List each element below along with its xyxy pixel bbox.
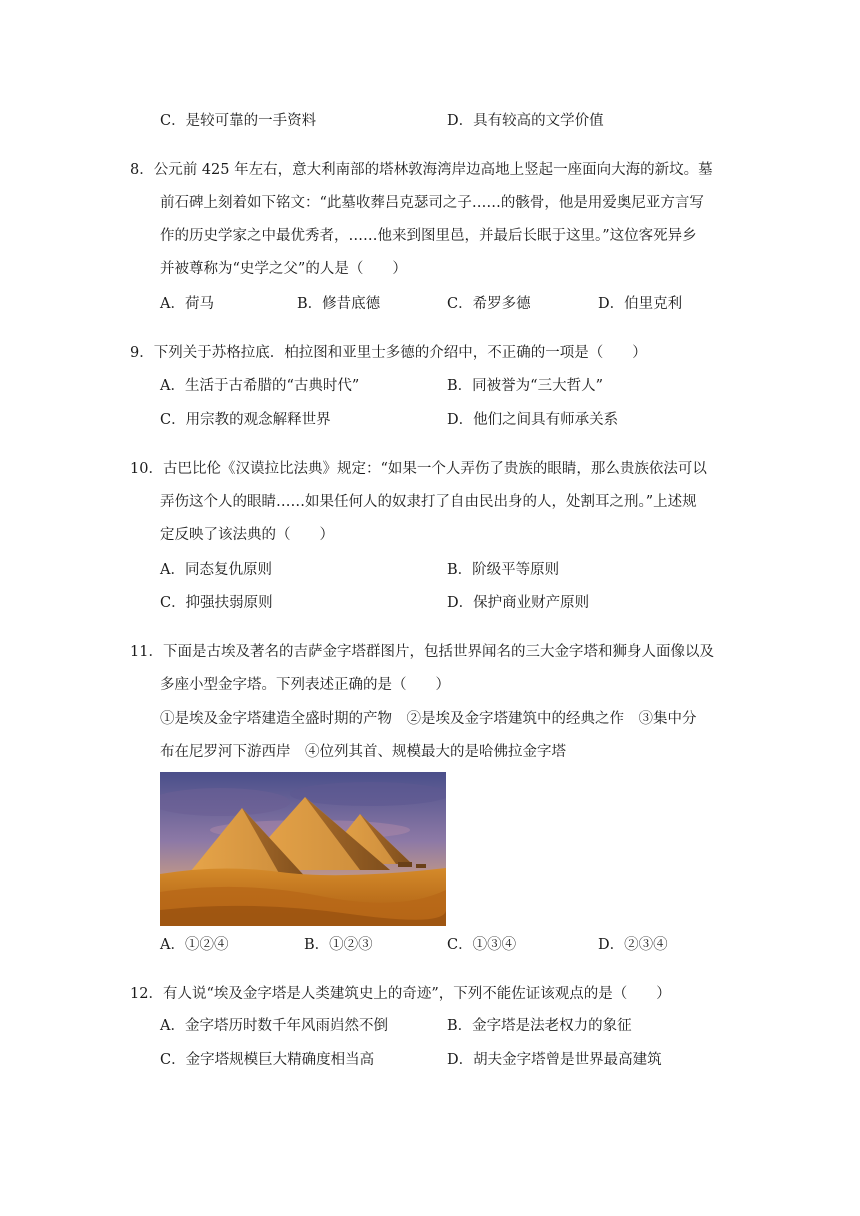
q8-stem-line-1: 8．公元前 425 年左右，意大利南部的塔林敦海湾岸边高地上竖起一座面向大海的新坟。墓 (130, 162, 713, 178)
q11-stem-line-3: ①是埃及金字塔建造全盛时期的产物 ②是埃及金字塔建筑中的经典之作 ③集中分 (160, 711, 697, 727)
q10-option-d: D．保护商业财产原则 (447, 595, 590, 611)
q11-option-b: B．①②③ (304, 937, 373, 953)
q12-stem: 12．有人说“埃及金字塔是人类建筑史上的奇迹”，下列不能佐证该观点的是（ ） (130, 986, 671, 1002)
q9-stem: 9．下列关于苏格拉底．柏拉图和亚里士多德的介绍中，不正确的一项是（ ） (130, 345, 647, 361)
q8-option-b: B．修昔底德 (297, 296, 381, 312)
q12-option-c: C．金字塔规模巨大精确度相当高 (160, 1052, 375, 1068)
q11-stem-line-2: 多座小型金字塔。下列表述正确的是（ ） (160, 677, 450, 693)
q10-stem-line-3: 定反映了该法典的（ ） (160, 527, 334, 543)
q11-option-d: D．②③④ (598, 937, 668, 953)
q11-option-c: C．①③④ (447, 937, 517, 953)
q9-option-d: D．他们之间具有师承关系 (447, 412, 619, 428)
q10-stem-line-2: 弄伤这个人的眼睛……如果任何人的奴隶打了自由民出身的人，处割耳之刑。”上述规 (160, 494, 697, 510)
q7-option-c: C．是较可靠的一手资料 (160, 113, 317, 129)
q8-stem-line-4: 并被尊称为“史学之父”的人是（ ） (160, 261, 407, 277)
q12-option-b: B．金字塔是法老权力的象征 (447, 1018, 632, 1034)
q12-option-d: D．胡夫金字塔曾是世界最高建筑 (447, 1052, 662, 1068)
q7-option-d: D．具有较高的文学价值 (447, 113, 604, 129)
giza-pyramids-photo (160, 772, 446, 926)
q8-stem-line-2: 前石碑上刻着如下铭文：“此墓收葬吕克瑟司之子……的骸骨，他是用爱奥尼亚方言写 (160, 195, 704, 211)
q9-option-b: B．同被誉为“三大哲人” (447, 378, 603, 394)
q9-option-c: C．用宗教的观念解释世界 (160, 412, 331, 428)
q12-option-a: A．金字塔历时数千年风雨岿然不倒 (160, 1018, 388, 1034)
q8-option-a: A．荷马 (160, 296, 214, 312)
q10-option-b: B．阶级平等原则 (447, 562, 560, 578)
q8-option-d: D．伯里克利 (598, 296, 683, 312)
q10-stem-line-1: 10．古巴比伦《汉谟拉比法典》规定：“如果一个人弄伤了贵族的眼睛，那么贵族依法可以 (130, 461, 707, 477)
q10-option-a: A．同态复仇原则 (160, 562, 272, 578)
q10-option-c: C．抑强扶弱原则 (160, 595, 273, 611)
q8-option-c: C．希罗多德 (447, 296, 531, 312)
q11-option-a: A．①②④ (160, 937, 229, 953)
q11-stem-line-1: 11．下面是古埃及著名的吉萨金字塔群图片，包括世界闻名的三大金字塔和狮身人面像以及 (130, 644, 714, 660)
q11-stem-line-4: 布在尼罗河下游西岸 ④位列其首、规模最大的是哈佛拉金字塔 (160, 744, 566, 760)
q8-stem-line-3: 作的历史学家之中最优秀者，……他来到图里邑，并最后长眠于这里。”这位客死异乡 (160, 228, 697, 244)
q9-option-a: A．生活于古希腊的“古典时代” (160, 378, 360, 394)
